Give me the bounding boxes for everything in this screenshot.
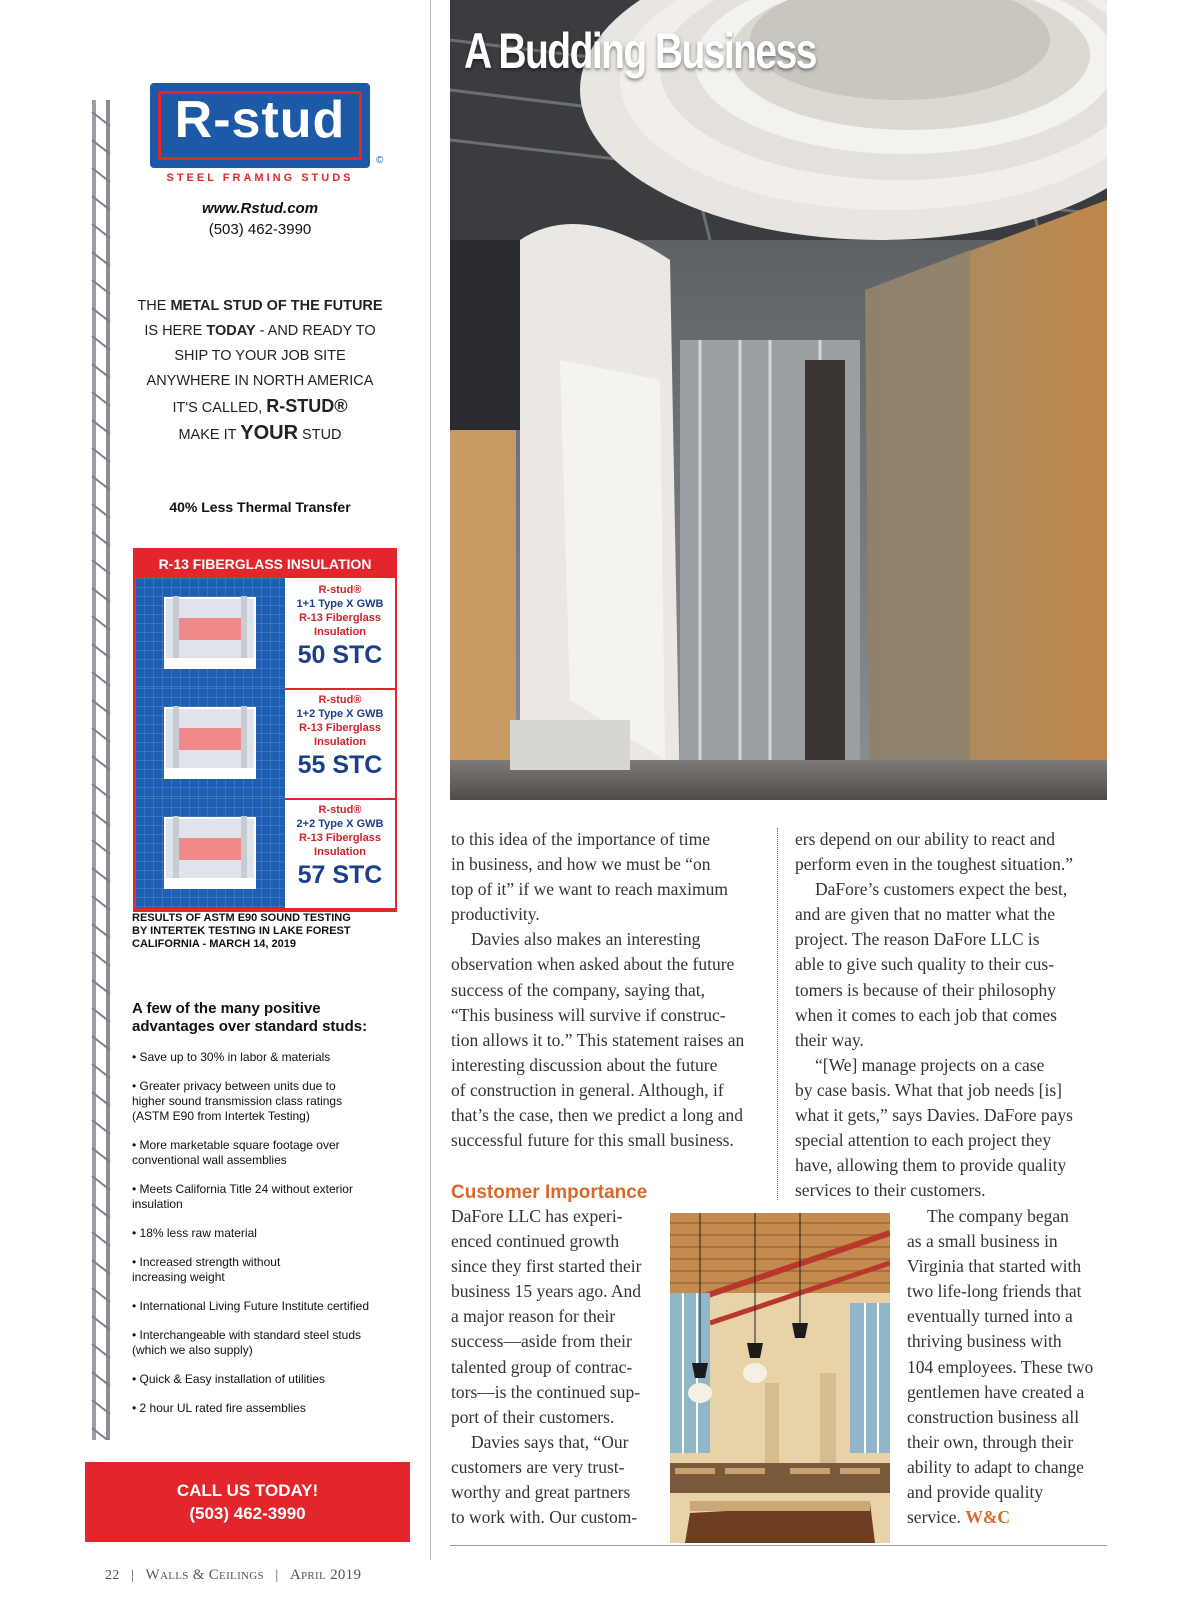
magazine-name: Walls & Ceilings: [145, 1567, 264, 1583]
paragraph: DaFore’s customers expect the best, and are given that no matter what the project. The reason DaFore LLC is able to give such quality to their cus- tomers is because of their philosophy when it comes to each job that comes their way.: [795, 879, 1068, 1050]
library-interior-photo: [670, 1213, 890, 1543]
article-column-1: [451, 827, 761, 1153]
advantage-item: • Meets California Title 24 without exterior insulation: [132, 1182, 353, 1211]
wall-section-diagram: [135, 688, 285, 800]
page-number: 22: [105, 1568, 120, 1583]
issue-date: April 2019: [289, 1567, 362, 1583]
column-rule: [777, 828, 778, 1200]
closing-line: service. W&C: [907, 1507, 1011, 1528]
advantage-item: • International Living Future Institute certified: [132, 1299, 369, 1313]
insulation-panel: [133, 548, 397, 912]
end-mark: W&C: [965, 1507, 1011, 1528]
copyright-mark: ©: [376, 155, 384, 166]
advantage-item: • Interchangeable with standard steel studs (which we also supply): [132, 1328, 362, 1357]
paragraph: Davies also makes an interesting observation when asked about the future success of the company, saying that, “This business will survive if construc- tion allows it to.” This statement raises an interesting discussion about the future of construction in general. Although, if that’s the case, then we predict a long and successful future for this small business.: [451, 929, 745, 1151]
advantages-heading: A few of the many positive advantages over standard studs:: [132, 1000, 368, 1035]
paragraph: to this idea of the importance of time in business, and how we must be “on top of it” if we want to reach maximum productivity.: [451, 829, 729, 925]
rstud-logo: [150, 83, 370, 168]
section-subheading: Customer Importance: [451, 1182, 648, 1203]
advantage-item: • 18% less raw material: [132, 1226, 257, 1240]
insulation-row: R-stud® 1+1 Type X GWB R-13 Fiberglass Insulation 50 STC: [135, 578, 395, 688]
advantage-item: • Quick & Easy installation of utilities: [132, 1372, 325, 1386]
thermal-claim: 40% Less Thermal Transfer: [169, 499, 351, 515]
advantage-item: • Greater privacy between units due to higher sound transmission class ratings (ASTM E90 from Intertek Testing): [132, 1079, 343, 1123]
article-title: A Budding Business: [464, 23, 816, 79]
stc-rating: 55 STC: [297, 751, 383, 779]
insulation-row: R-stud® 2+2 Type X GWB R-13 Fiberglass Insulation 57 STC: [135, 798, 395, 908]
advantage-item: • More marketable square footage over conventional wall assemblies: [132, 1138, 340, 1167]
results-note: RESULTS OF ASTM E90 SOUND TESTING BY INTERTEK TESTING IN LAKE FOREST CALIFORNIA - MARCH 14, 2019: [132, 912, 351, 950]
article-column-1-lower: [451, 1204, 661, 1530]
cta-line-1: CALL US TODAY!: [176, 1481, 319, 1500]
wall-section-diagram: [135, 798, 285, 910]
phone-number: (503) 462-3990: [208, 221, 312, 238]
tagline: THE METAL STUD OF THE FUTURE IS HERE TODAY - AND READY TO SHIP TO YOUR JOB SITE ANYWHERE IN NORTH AMERICA IT'S CALLED, R-STUD® MAKE IT YOUR STUD: [137, 298, 383, 444]
advantage-item: • Increased strength without increasing weight: [132, 1255, 281, 1284]
paragraph: Davies says that, “Our customers are very trust- worthy and great partners to work with. Our custom-: [451, 1431, 638, 1528]
article-column-2: [795, 827, 1105, 1203]
bottom-rule: [450, 1545, 1107, 1546]
advantages-list: [132, 1050, 407, 1430]
page-footer: 22 | Walls & Ceilings | April 2019: [105, 1567, 362, 1583]
call-us-button[interactable]: [85, 1462, 410, 1542]
insulation-row: R-stud® 1+2 Type X GWB R-13 Fiberglass Insulation 55 STC: [135, 688, 395, 798]
rstud-advertisement: [85, 0, 410, 1560]
paragraph: DaFore LLC has experi- enced continued growth since they first started their business 15 years ago. And a major reason for their success—aside from their talented group of contrac- tors—is the continued sup- port of their customers.: [451, 1206, 642, 1427]
advantage-item: • Save up to 30% in labor & materials: [132, 1050, 331, 1064]
construction-interior-photo: [450, 0, 1107, 800]
cta-phone: (503) 462-3990: [189, 1504, 306, 1523]
website-link[interactable]: www.Rstud.com: [201, 200, 319, 217]
logo-text: R-stud: [174, 91, 346, 149]
wall-section-diagram: [135, 578, 285, 690]
paragraph: ers depend on our ability to react and perform even in the toughest situation.”: [795, 829, 1073, 875]
insulation-header: R-13 FIBERGLASS INSULATION: [135, 550, 395, 578]
stc-rating: 57 STC: [297, 861, 383, 889]
stc-rating: 50 STC: [297, 641, 383, 669]
logo-subtitle: STEEL FRAMING STUDS: [166, 172, 354, 184]
article-column-3: [907, 1204, 1105, 1530]
paragraph: The company began as a small business in Virginia that started with two life-long friends that eventually turned into a thriving business with 104 employees. These two gentlemen have created a construction business all their own, through their ability to adapt to change and provide quality: [907, 1206, 1094, 1503]
paragraph: “[We] manage projects on a case by case basis. What that job needs [is] what it gets,” says Davies. DaFore pays special attention to each project they have, allowing them to provide quality services to their customers.: [795, 1054, 1073, 1201]
column-divider: [430, 0, 431, 1560]
advantage-item: • 2 hour UL rated fire assemblies: [132, 1401, 306, 1415]
